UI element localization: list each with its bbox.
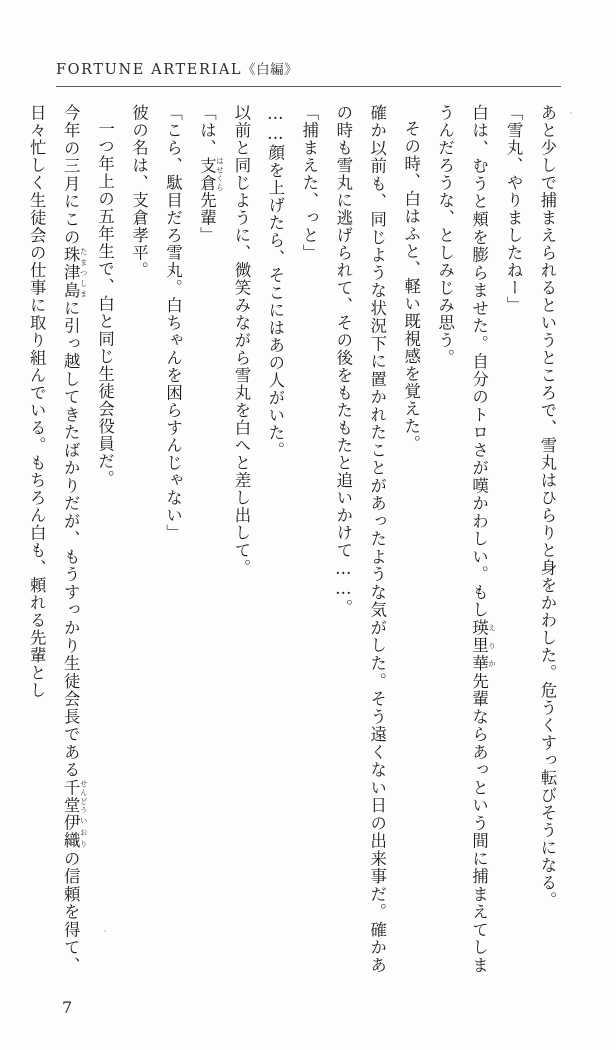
running-head-subtitle: 《白編》 xyxy=(242,62,299,78)
header-rule xyxy=(56,86,561,87)
paragraph-8: 以前と同じように、微笑みながら雪丸を白へと差し出して。 xyxy=(231,104,251,577)
scan-speck xyxy=(570,112,572,114)
ruby-tamatsushima: 珠津島 たまつしま xyxy=(61,246,89,300)
paragraph-5: 確か以前も、同じような状況下に置かれたことがあったような気がした。そう遠くない日の出来事だ。確かあの時も雪丸に逃げられて、その後をもたもたと追いかけて……。 xyxy=(333,104,387,974)
page-number: 7 xyxy=(62,998,73,1017)
paragraph-13: 今年の三月にこの珠津島 たまつしまに引っ越してきたばかりだが、もうすっかり生徒会長である千堂 せんどう伊織 いおりの信頼を得て、日々忙しく生徒会の仕事に取り組んでいる。もちろん白も、頼れる先輩とし xyxy=(27,104,89,975)
ruby-hasekura-1: 支倉 はせくら xyxy=(197,156,225,192)
paragraph-1: あと少しで捕まえられるというところで、雪丸はひらりと身をかわした。危うくすっ転びそうになる。 xyxy=(538,104,557,909)
paragraph-2: 「雪丸、やりましたねー」 xyxy=(504,104,524,314)
paragraph-6: 「捕まえた、っと」 xyxy=(299,104,319,262)
running-head xyxy=(56,58,298,78)
vertical-body-text xyxy=(27,104,564,975)
ruby-iori: 伊織 いおり xyxy=(61,814,89,850)
ruby-erika: 瑛里華 えりか xyxy=(469,619,497,673)
running-head-title: FORTUNE ARTERIAL xyxy=(56,62,243,78)
paragraph-3: 白は、むうと頬を膨らませた。自分のトロさが嘆かわしい。もし瑛里華 えりか先輩ならあっという間に捕まえてしまうんだろうな、としみじみ思う。 xyxy=(435,104,497,975)
paragraph-11: 彼の名は、支倉孝平。 xyxy=(129,104,149,279)
paragraph-7: ……顔を上げたら、そこにはあの人がいた。 xyxy=(265,104,285,460)
paragraph-10: 「こら、駄目だろ雪丸。白ちゃんを困らすんじゃない」 xyxy=(163,104,183,542)
paragraph-4: その時、白はふと、軽い既視感を覚えた。 xyxy=(401,120,421,453)
ruby-sendou: 千堂 せんどう xyxy=(61,778,89,815)
scan-speck xyxy=(104,930,106,932)
paragraph-12: 一つ年上の五年生で、白と同じ生徒会役員だ。 xyxy=(95,120,115,488)
paragraph-9: 「は、支倉 はせくら先輩」 xyxy=(197,104,225,244)
